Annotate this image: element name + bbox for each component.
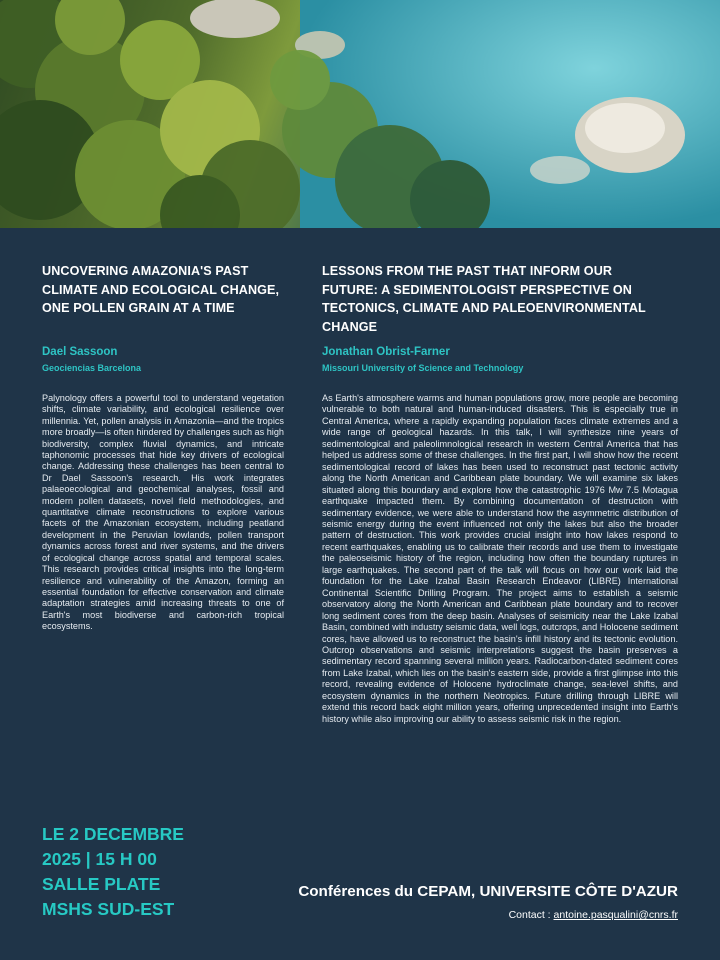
talk1-abstract: Palynology offers a powerful tool to understand vegetation shifts, climate variability, and ecological resilience over millennia. Yet, pollen analysis in Amazonia—and the tropics more broadly—is often hindered by challenges such as high biodiversity, complex fluvial dynamics, and intricate taphonomic processes that hide key drivers of ecological change. Addressing these challenges has been central to Dr Dael Sassoon's research. His work integrates palaeoecological and geochemical analyses, fossil and modern pollen datasets, novel field methodologies, and quantitative climate reconstructions to explore various facets of the Amazonian ecosystem, including peatland development in the Peruvian lowlands, pollen transport dynamics across forest and river systems, and the drivers of ecological change across spatial and temporal scales. This research provides critical insights into the long-term resilience and vulnerability of the Amazon, forming an essential foundation for effective conservation and climate adaptation strategies amid increasing threats to one of Earth's most biodiverse and carbon-rich tropical ecosystems. — [42, 393, 284, 632]
talk1-affiliation: Geociencias Barcelona — [42, 363, 142, 373]
event-room: SALLE PLATE — [42, 874, 161, 894]
talk2-title: LESSONS FROM THE PAST THAT INFORM OUR FUTURE: A SEDIMENTOLOGIST PERSPECTIVE ON TECTONICS, CLIMATE AND PALEOENVIRONMENTAL CHANGE — [322, 264, 646, 334]
event-building: MSHS SUD-EST — [42, 899, 175, 919]
event-time: 2025 | 15 H 00 — [42, 849, 157, 869]
talk2-abstract: As Earth's atmosphere warms and human populations grow, more people are becoming vulnerable to both natural and human-induced disasters. This is especially true in Central America, where a rapidly expanding population faces climate extremes and a wide range of geological hazards. In this talk, I will synthesize nine years of sedimentological and paleolimnological research in western Central America that has helped us address some of these challenges. In the first part, I will show how the recent sedimentological record of lakes has been used to reconstruct past tectonic activity along the North American and Caribbean plate boundary. We will examine six lakes situated along this boundary and explore how the catastrophic 1976 Mw 7.5 Motagua earthquake impacted them. By combining documentation of destruction with sedimentary evidence, we were able to understand how the asymmetric distribution of seismic energy during the event influenced not only the lakes but also the broader pattern of destruction. This work provides crucial insight into how lakes respond to recent earthquakes, enabling us to calibrate their records and use them to investigate the paleoseismic history of the region, including how often the boundary ruptures in large earthquakes. The second part of the talk will focus on how our work laid the foundation for the Lake Izabal Basin Research Endeavor (LIBRE) International Continental Scientific Drilling Program. The project aims to establish a seismic observatory along the North American and Caribbean plate boundary and to recover long sediment cores from the deep basin. Analyses of seismicity near the Lake Izabal Basin, combined with industry seismic data, well logs, outcrops, and Holocene sediment cores, have allowed us to reconstruct the basin's infill history and its tectonic evolution. Outcrop observations and seismic interpretations suggest the basin preserves a sedimentary record spanning several million years. Radiocarbon-dated sediment cores from Lake Izabal, which lies on the basin's eastern side, provide a first glimpse into this record, revealing evidence of Holocene hydroclimate change, sea-level shifts, and ecosystem dynamics in the northern Neotropics. Future drilling through LIBRE will extend this record back eight million years, offering unprecedented insight into Earth's history while also improving our ability to assess seismic risk in the region. — [322, 393, 678, 724]
event-info — [42, 822, 184, 922]
contact-label: Contact : — [508, 909, 554, 921]
talk2-affiliation: Missouri University of Science and Technology — [322, 363, 524, 373]
contact-line — [509, 909, 678, 921]
forest-lake-illustration — [0, 0, 720, 228]
talk1-speaker: Dael Sassoon — [42, 346, 118, 358]
event-date: LE 2 DECEMBRE — [42, 824, 184, 844]
talk2-speaker: Jonathan Obrist-Farner — [322, 346, 450, 358]
conference-series: Conférences du CEPAM, UNIVERSITE CÔTE D'AZUR — [298, 883, 678, 900]
contact-email-link[interactable]: antoine.pasqualini@cnrs.fr — [553, 909, 678, 921]
hero-photo — [0, 0, 720, 228]
talk1-title: UNCOVERING AMAZONIA'S PAST CLIMATE AND ECOLOGICAL CHANGE, ONE POLLEN GRAIN AT A TIME — [42, 264, 280, 315]
